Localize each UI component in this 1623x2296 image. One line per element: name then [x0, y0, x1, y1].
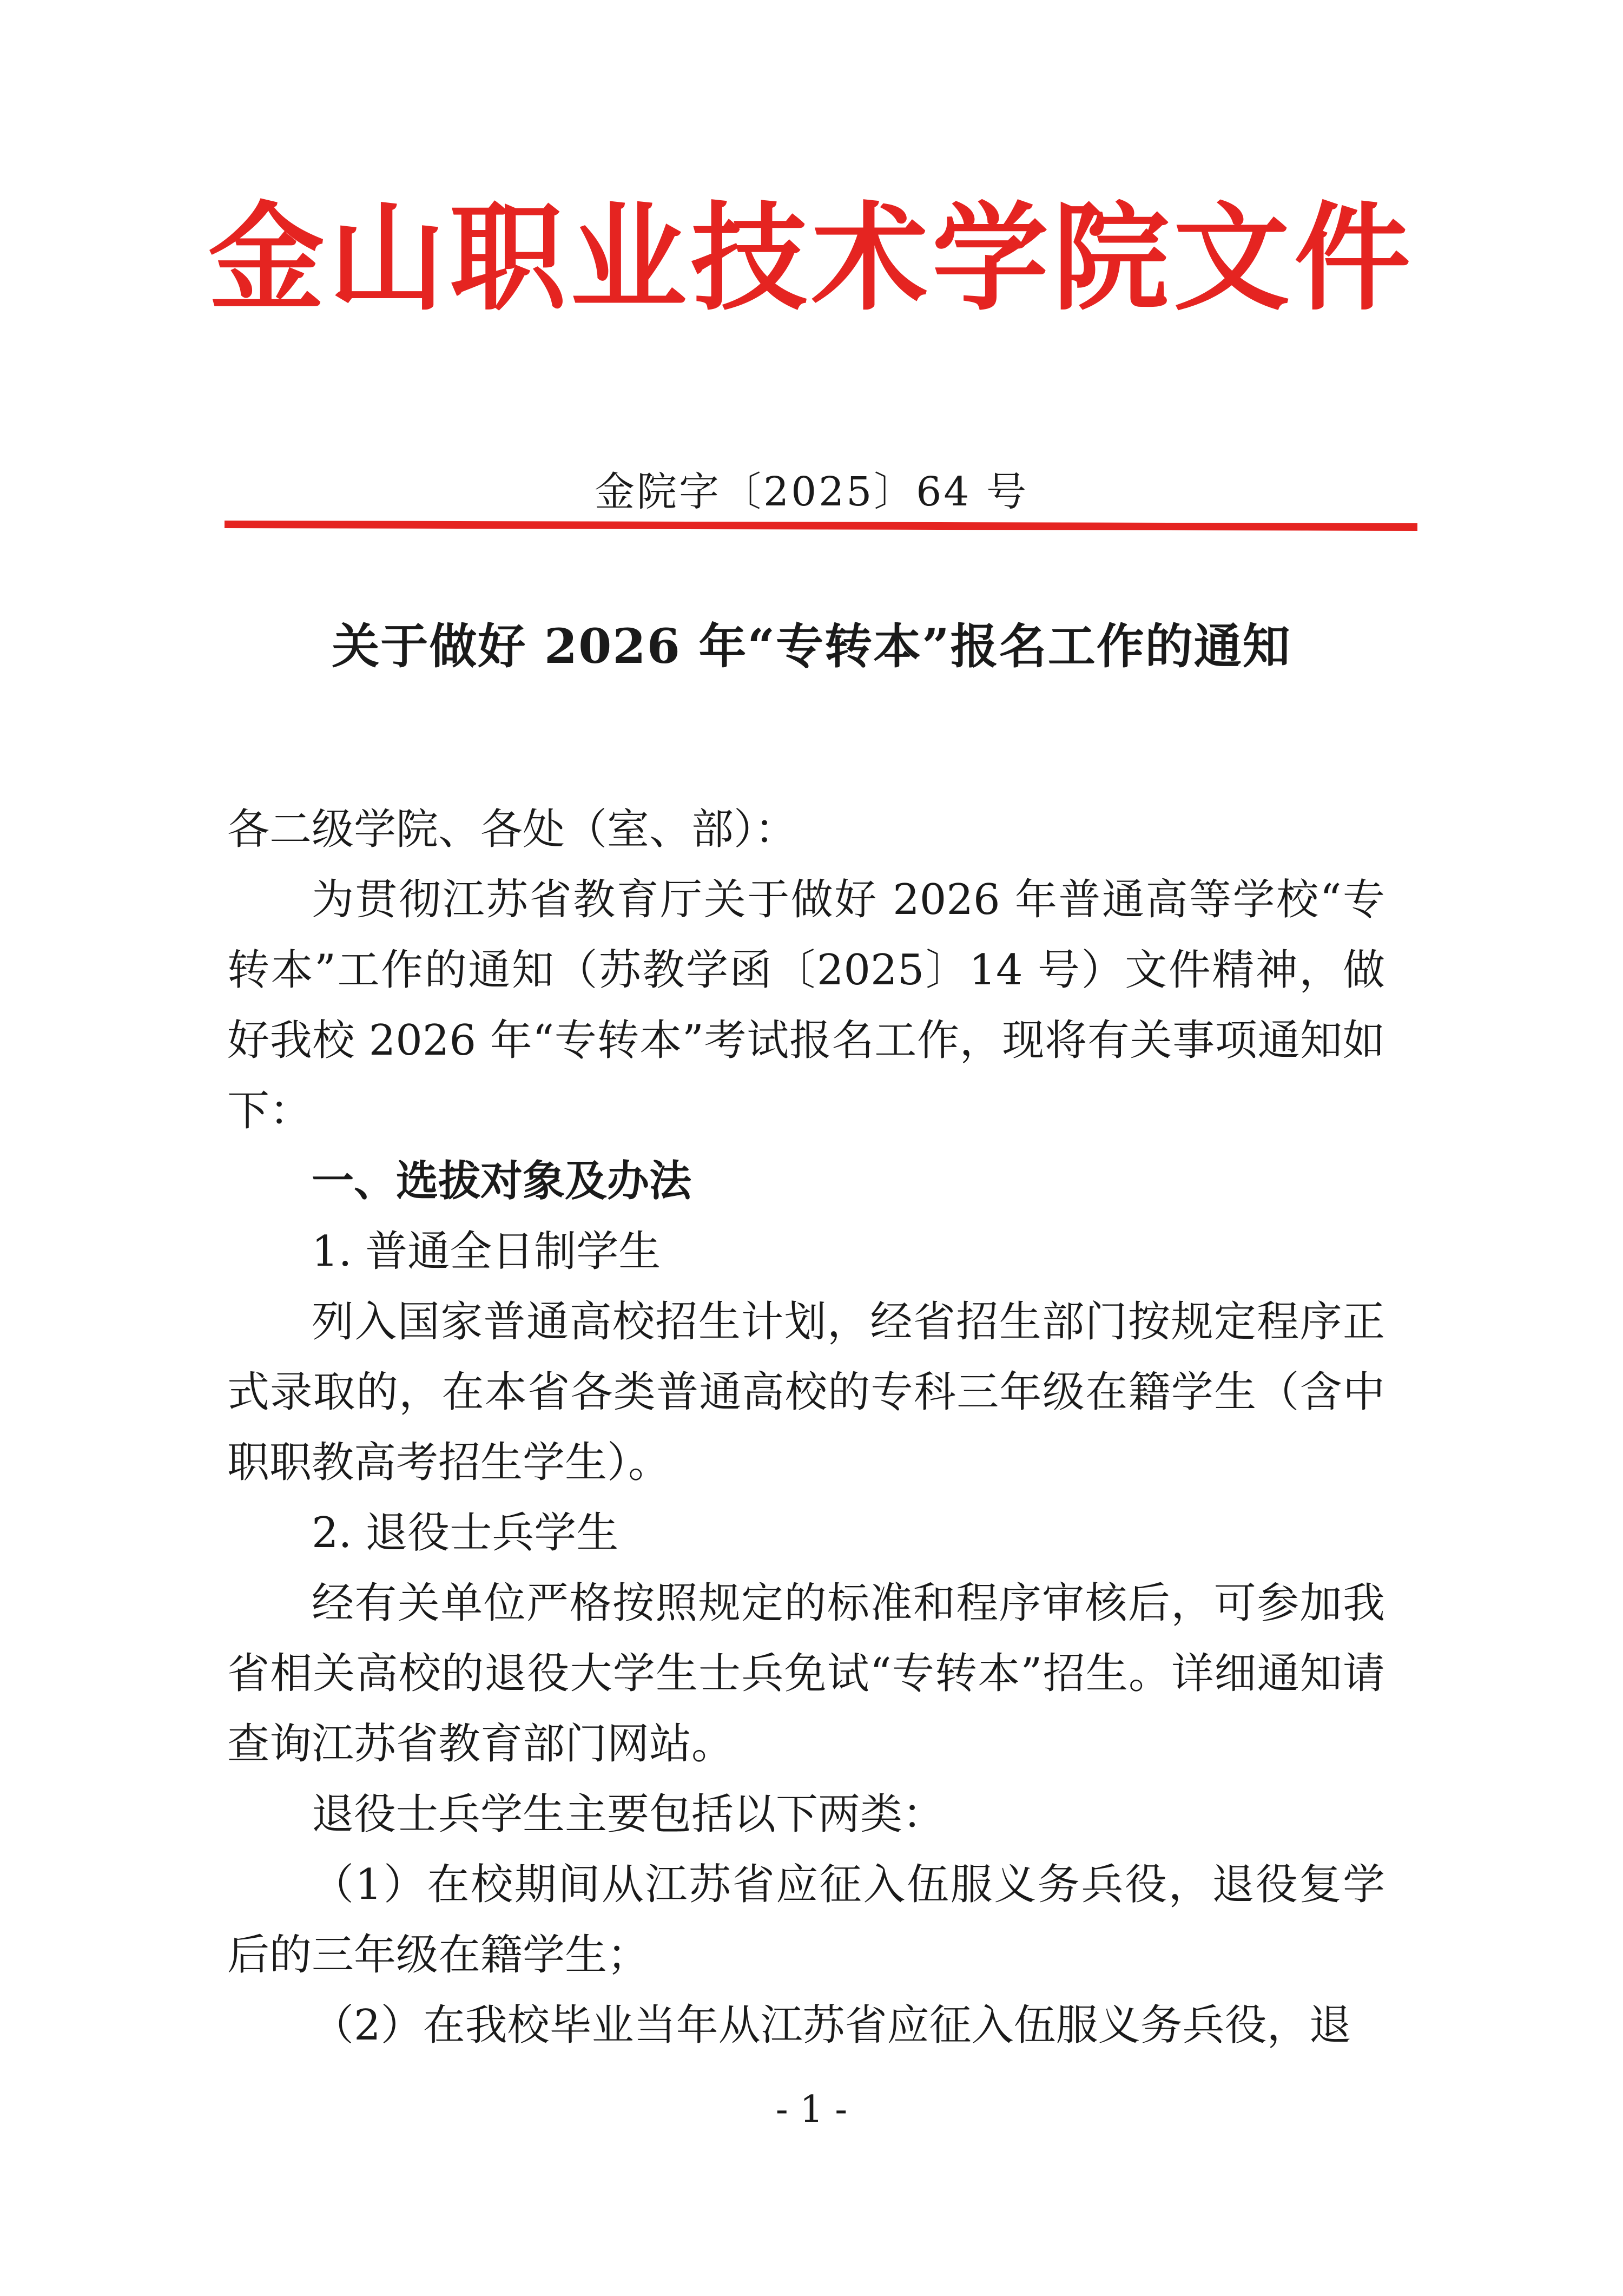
red-divider-line — [225, 521, 1417, 531]
sub-intro-paragraph: 退役士兵学生主要包括以下两类： — [312, 1790, 945, 1839]
item-heading-2: 2. 退役士兵学生 — [312, 1509, 619, 1557]
item-paragraph-2: 经有关单位严格按照规定的标准和程序审核后，可参加我省相关高校的退役大学生士兵免试“专转本”招生。详细通知请查询江苏省教育部门网站。 — [227, 1579, 1385, 1768]
salutation: 各二级学院、各处（室、部）： — [227, 805, 797, 854]
section-heading-1: 一、选拔对象及办法 — [312, 1157, 692, 1206]
sub-item-1: （1）在校期间从江苏省应征入伍服义务兵役，退役复学后的三年级在籍学生； — [227, 1860, 1385, 1979]
document-number: 金院字〔2025〕64 号 — [594, 469, 1028, 515]
sub-item-2: （2）在我校毕业当年从江苏省应征入伍服义务兵役，退 — [312, 2001, 1351, 2050]
item-heading-1: 1. 普通全日制学生 — [312, 1227, 661, 1276]
document-body — [227, 794, 1385, 2061]
page-number: - 1 - — [775, 2088, 848, 2131]
document-title: 关于做好 2026 年“专转本”报名工作的通知 — [332, 618, 1291, 674]
issuer-header-title: 金山职业技术学院文件 — [208, 190, 1415, 326]
intro-paragraph: 为贯彻江苏省教育厅关于做好 2026 年普通高等学校“专转本”工作的通知（苏教学函〔2025〕14 号）文件精神，做好我校 2026 年“专转本”考试报名工作，现将有关事项通知如下： — [227, 876, 1385, 1135]
item-paragraph-1: 列入国家普通高校招生计划，经省招生部门按规定程序正式录取的，在本省各类普通高校的专科三年级在籍学生（含中职职教高考招生学生）。 — [227, 1298, 1385, 1487]
